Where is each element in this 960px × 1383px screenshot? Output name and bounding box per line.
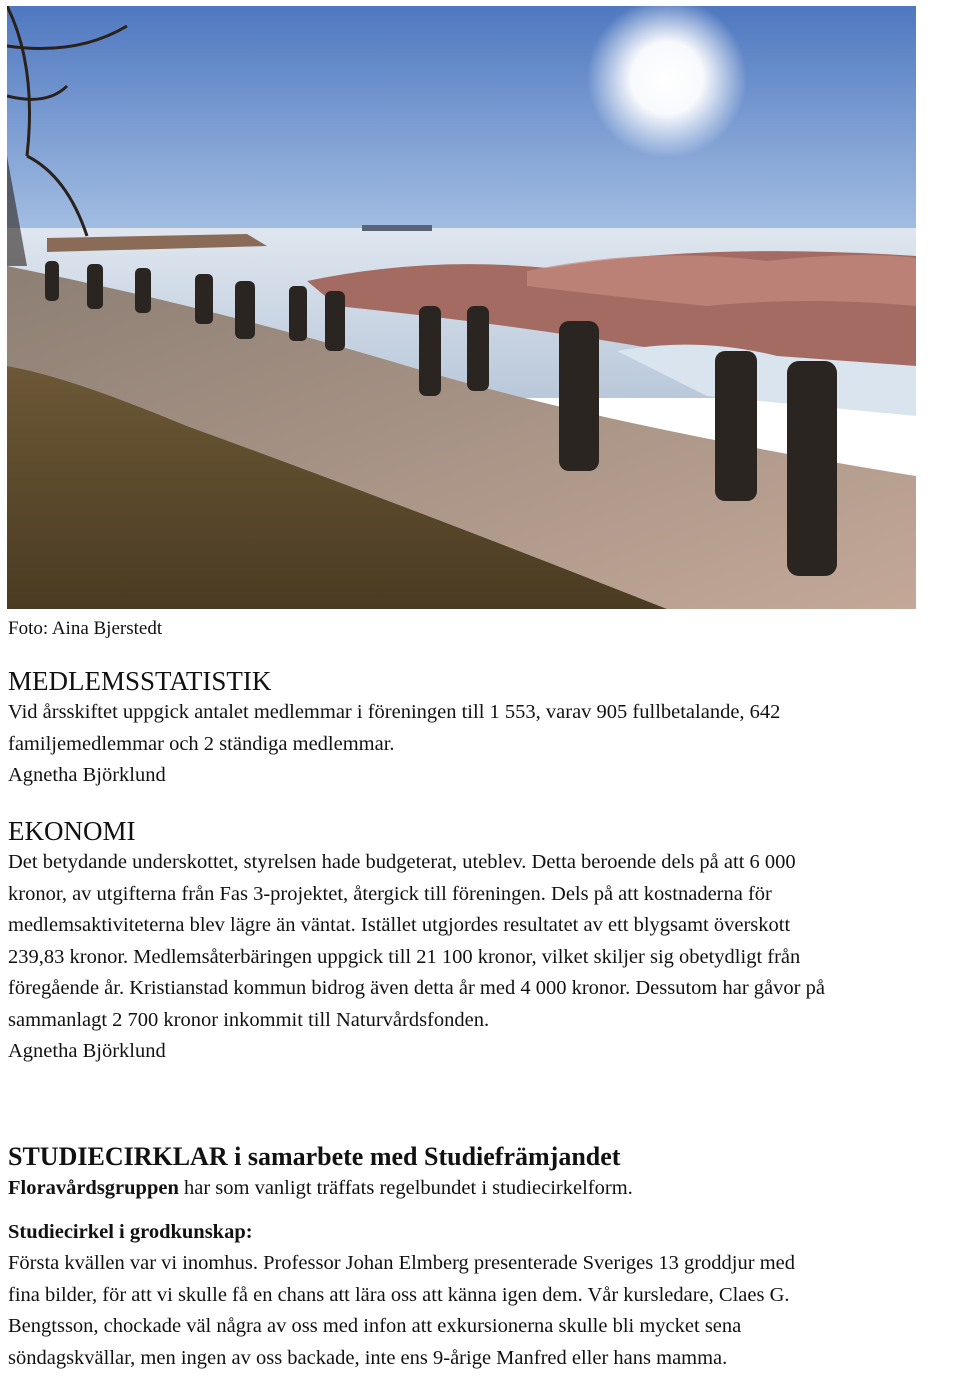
flora-group-name: Floravårdsgruppen	[8, 1177, 179, 1199]
frog-circle-subheading: Studiecirkel i grodkunskap:	[8, 1220, 253, 1243]
photo-caption: Foto: Aina Bjerstedt	[8, 618, 163, 639]
membership-heading: MEDLEMSSTATISTIK	[8, 666, 272, 696]
study-circles-heading: STUDIECIRKLAR i samarbete med Studiefrämjandet	[8, 1142, 621, 1171]
frog-line: fina bilder, för att vi skulle få en chans att lära oss att känna igen dem. Vår kursledare, Claes G.	[8, 1283, 790, 1306]
economy-line: 239,83 kronor. Medlemsåterbäringen uppgick till 21 100 kronor, vilket skiljer sig obetydligt från	[8, 945, 801, 968]
economy-line: sammanlagt 2 700 kronor inkommit till Naturvårdsfonden.	[8, 1008, 490, 1031]
membership-line: Vid årsskiftet uppgick antalet medlemmar i föreningen till 1 553, varav 905 fullbetalande, 642	[8, 701, 781, 723]
frog-line: Första kvällen var vi inomhus. Professor Johan Elmberg presenterade Sveriges 13 groddjur med	[8, 1252, 795, 1274]
membership-section	[8, 665, 958, 792]
economy-line: medlemsaktiviteterna blev lägre än väntat. Istället utgjordes resultatet av ett blygsamt överskott	[8, 914, 791, 936]
flora-text: har som vanligt träffats regelbundet i studiecirkelform.	[178, 1177, 633, 1199]
sky	[7, 6, 916, 246]
flora-line	[8, 1173, 958, 1205]
economy-signature: Agnetha Björklund	[8, 1040, 166, 1062]
economy-line: kronor, av utgifterna från Fas 3-projektet, återgick till föreningen. Dels på att kostnaderna för	[8, 882, 772, 905]
economy-section	[8, 815, 958, 1068]
excursion-photo	[7, 6, 916, 609]
frog-line: söndagskvällar, men ingen av oss backade, inte ens 9-årige Manfred eller hans mamma.	[8, 1346, 728, 1369]
economy-heading: EKONOMI	[8, 816, 136, 846]
economy-line: föregående år. Kristianstad kommun bidrog även detta år med 4 000 kronor. Dessutom har gåvor på	[8, 977, 825, 999]
study-circles-section	[8, 1141, 958, 1374]
membership-line: familjemedlemmar och 2 ständiga medlemmar.	[8, 732, 395, 755]
economy-line: Det betydande underskottet, styrelsen hade budgeterat, uteblev. Detta beroende dels på att 6 000	[8, 851, 796, 873]
membership-signature: Agnetha Björklund	[8, 764, 166, 786]
frog-line: Bengtsson, chockade väl några av oss med infon att exkursionerna skulle bli mycket sena	[8, 1315, 742, 1337]
